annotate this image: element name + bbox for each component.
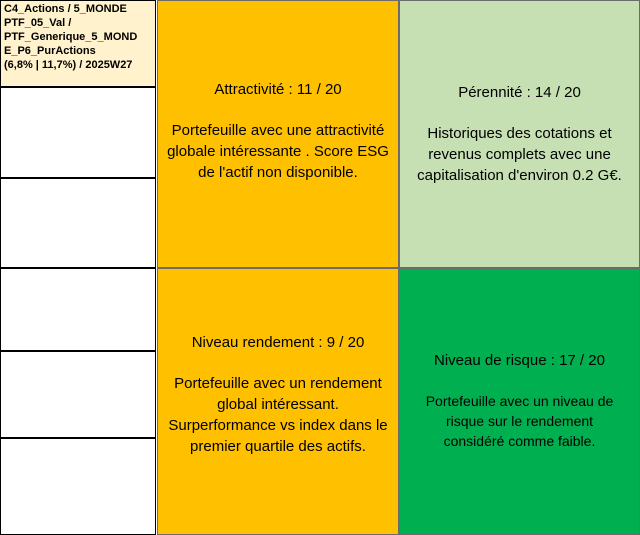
perennite-line-1: Historiques des cotations et [427, 124, 612, 142]
perennite-line-3: capitalisation d'environ 0.2 G€. [417, 166, 622, 184]
empty-cell-3 [0, 268, 156, 351]
rendement-line-3: Surperformance vs index dans le [168, 416, 388, 434]
header-line-2: PTF_05_Val / [4, 17, 72, 29]
risque-quadrant [399, 268, 640, 535]
rendement-line-1: Portefeuille avec un rendement [174, 374, 382, 392]
rendement-title: Niveau rendement : 9 / 20 [191, 333, 365, 351]
risque-line-1: Portefeuille avec un niveau de [425, 392, 614, 409]
risque-line-3: considéré comme faible. [443, 432, 596, 449]
perennite-description [417, 123, 622, 186]
attractivite-title: Attractivité : 11 / 20 [214, 80, 342, 98]
attractivite-line-3: de l'actif non disponible. [198, 163, 358, 181]
rendement-description [168, 373, 387, 457]
empty-cell-2 [0, 178, 156, 268]
attractivite-line-1: Portefeuille avec une attractivité [171, 121, 385, 139]
rendement-line-2: global intéressant. [217, 395, 339, 413]
rendement-line-4: premier quartile des actifs. [190, 437, 366, 455]
empty-cell-1 [0, 87, 156, 178]
rendement-quadrant [157, 268, 399, 535]
risque-line-2: risque sur le rendement [445, 412, 594, 429]
attractivite-description [167, 120, 389, 183]
header-line-1: C4_Actions / 5_MONDE [4, 3, 127, 15]
attractivite-line-2: globale intéressante . Score ESG [167, 142, 389, 160]
header-line-4: E_P6_PurActions [4, 45, 96, 57]
portfolio-header-cell [0, 0, 156, 87]
empty-cell-5 [0, 438, 156, 535]
header-line-3: PTF_Generique_5_MOND [4, 31, 138, 43]
perennite-title: Pérennité : 14 / 20 [458, 83, 581, 101]
empty-cell-4 [0, 351, 156, 438]
header-line-5: (6,8% | 11,7%) / 2025W27 [4, 59, 133, 71]
risque-description [426, 391, 614, 451]
risque-title: Niveau de risque : 17 / 20 [434, 351, 605, 369]
perennite-line-2: revenus complets avec une [428, 145, 611, 163]
perennite-quadrant [399, 0, 640, 268]
attractivite-quadrant [157, 0, 399, 268]
